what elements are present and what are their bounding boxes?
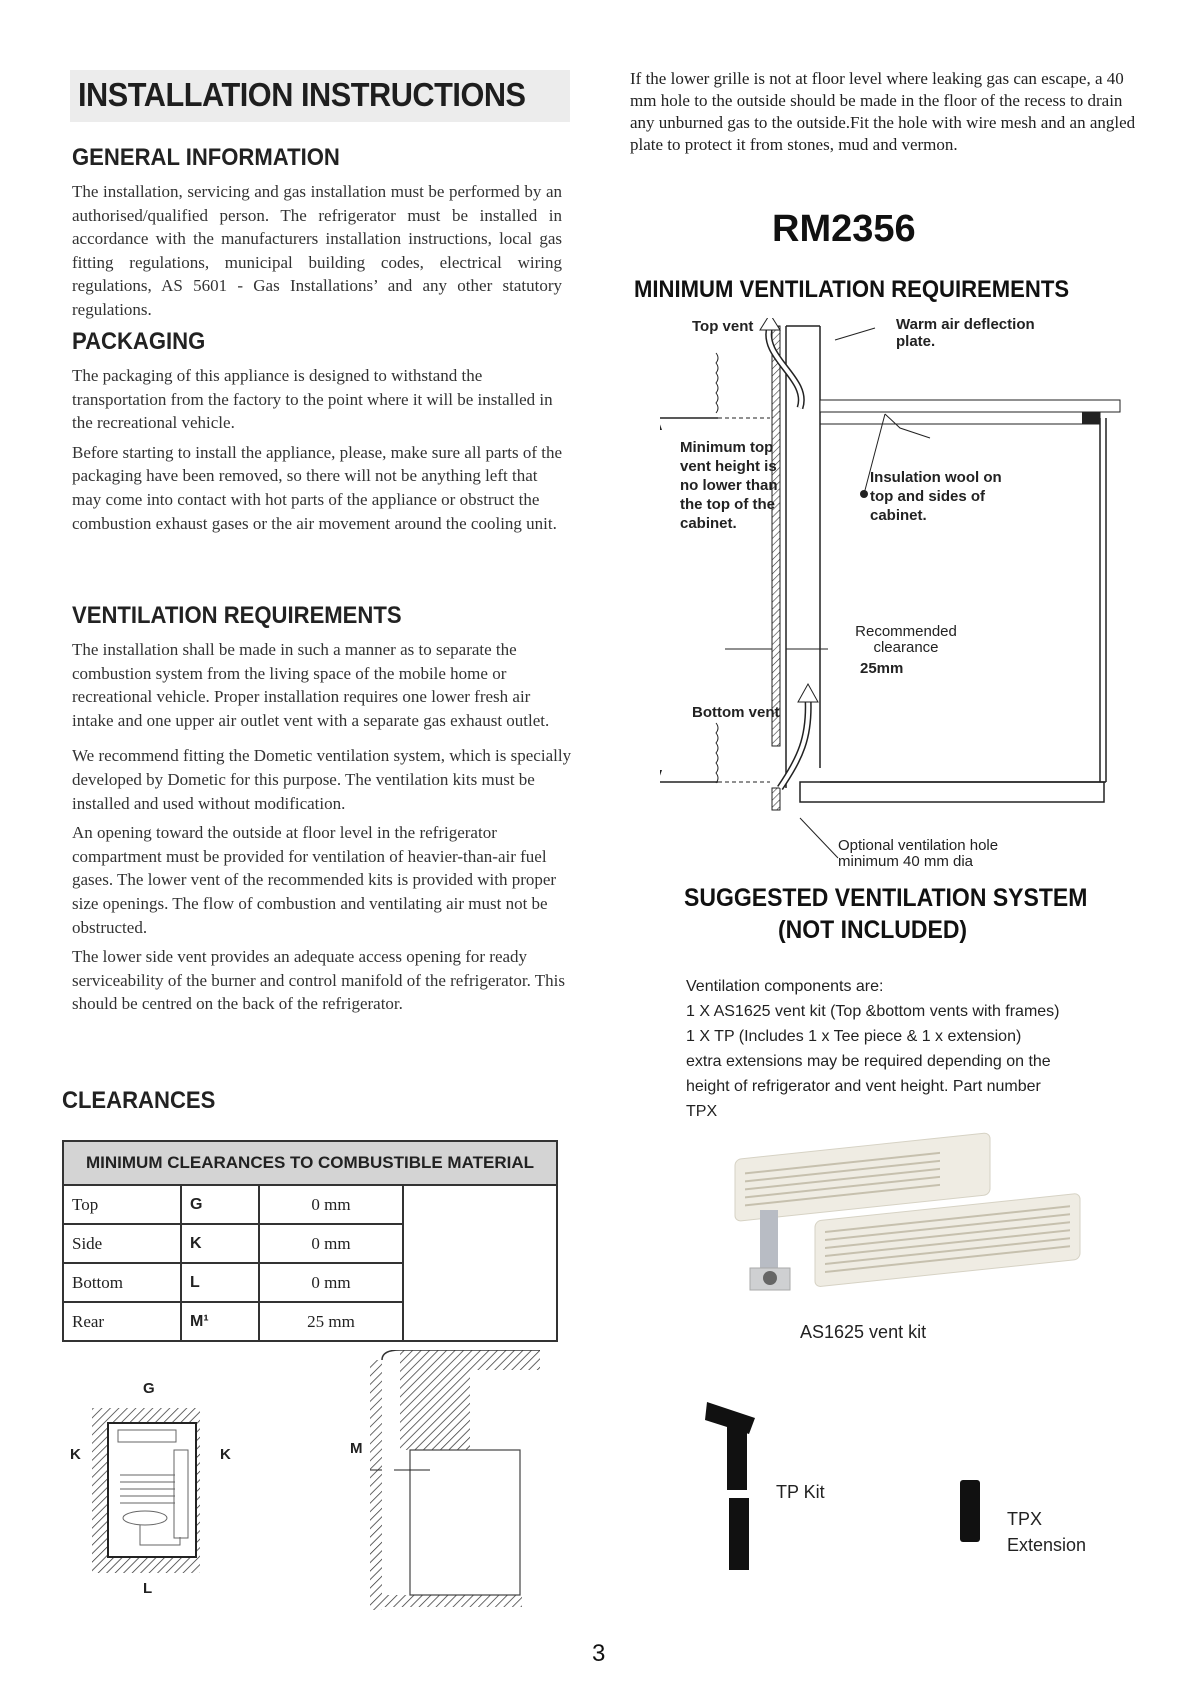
front-clearance-diagram	[70, 1380, 231, 1600]
ventilation-paragraph: An opening toward the outside at floor level in the refrigerator compartment must be provided for ventilation of heavier-than-air fuel gases. The lower vent of the recommended kits is provided with proper size openings. The flow of combustion and ventilating air must not be obstructed.	[72, 823, 557, 937]
optional-hole-label: Optional ventilation hole minimum 40 mm dia	[838, 837, 999, 870]
packaging-paragraph: Before starting to install the appliance, please, make sure all parts of the packaging have been removed, so there will not be anything left that may come into contact with hot parts of the appliance or obstruct the combustion exhaust gases or the air movement around the cooling unit.	[72, 442, 562, 533]
label-k-right: K	[220, 1446, 231, 1463]
tpx-extension-image	[958, 1480, 982, 1544]
as1625-vent-kit-image	[730, 1120, 1130, 1300]
ventilation-requirements-heading: VENTILATION REQUIREMENTS	[72, 602, 402, 629]
packaging-heading: PACKAGING	[72, 328, 206, 355]
table-row	[63, 1185, 557, 1224]
position-cell: Rear	[63, 1302, 181, 1341]
position-cell: Side	[63, 1224, 181, 1263]
component-line: TPX	[686, 1103, 718, 1120]
label-l: L	[143, 1580, 153, 1597]
position-cell: Top	[63, 1185, 181, 1224]
model-number: RM2356	[772, 208, 916, 250]
clearances-heading: CLEARANCES	[62, 1087, 216, 1114]
tpx-caption-line: TPX	[1007, 1509, 1043, 1529]
general-information-heading: GENERAL INFORMATION	[72, 144, 340, 171]
label-g: G	[143, 1380, 155, 1397]
value-cell: 0 mm	[259, 1224, 403, 1263]
min-ventilation-heading: MINIMUM VENTILATION REQUIREMENTS	[634, 276, 1070, 303]
suggested-system-heading: SUGGESTED VENTILATION SYSTEM	[684, 884, 1088, 912]
not-included-heading: (NOT INCLUDED)	[778, 916, 968, 944]
general-information-text: The installation, servicing and gas installation must be performed by an authorised/qualified person. The refrigerator must be installed in accordance with the manufacturers installation instructions, local gas fitting regulations, municipal building codes, electrical wiring regulations, AS 5601 - Gas Installations’ and any other statutory regulations.	[72, 182, 562, 319]
page-title: INSTALLATION INSTRUCTIONS	[78, 76, 526, 113]
ventilation-paragraph: The installation shall be made in such a manner as to separate the combustion system from the living space of the mobile home or recreational vehicle. Proper installation requires one lower fresh air intake and one upper air outlet vent with a separate gas exhaust outlet.	[72, 640, 550, 730]
recommended-clearance-label: Recommended clearance	[855, 623, 957, 656]
empty-cell	[403, 1185, 557, 1341]
value-cell: 0 mm	[259, 1263, 403, 1302]
ventilation-paragraph: The lower side vent provides an adequate access opening for ready serviceability of the burner and control manifold of the refrigerator. This should be centred on the back of the refrigerator.	[72, 947, 565, 1014]
position-cell: Bottom	[63, 1263, 181, 1302]
packaging-text	[72, 364, 567, 541]
components-list	[686, 974, 1060, 1124]
letter-cell: G	[181, 1185, 259, 1224]
value-cell: 0 mm	[259, 1185, 403, 1224]
label-m: M	[350, 1440, 363, 1457]
component-line: 1 X TP (Includes 1 x Tee piece & 1 x extension)	[686, 1028, 1022, 1045]
letter-cell: L	[181, 1263, 259, 1302]
label-k-left: K	[70, 1446, 81, 1463]
tp-kit-caption: TP Kit	[776, 1482, 825, 1502]
ventilation-paragraph: We recommend fitting the Dometic ventilation system, which is specially developed by Dometic for this purpose. The ventilation kits must be installed and used without modification.	[72, 746, 572, 813]
component-line: extra extensions may be required depending on the	[686, 1053, 1051, 1070]
ventilation-requirements-text	[72, 638, 572, 1022]
bottom-vent-label: Bottom vent	[692, 704, 780, 721]
packaging-paragraph: The packaging of this appliance is designed to withstand the transportation from the factory to the point where it will be installed in the recreational vehicle.	[72, 366, 553, 433]
lower-grille-text: If the lower grille is not at floor level where leaking gas can escape, a 40 mm hole to the outside should be made in the floor of the recess to drain any unburned gas to the outside.Fit the hole with wire mesh and an angled plate to protect it from stones, mud and vermon.	[630, 69, 1136, 154]
deflection-plate-label: Warm air deflection plate.	[896, 316, 1035, 350]
top-vent-label: Top vent	[692, 318, 754, 335]
side-clearance-diagram	[350, 1350, 550, 1620]
page-title-banner	[70, 70, 570, 122]
clearance-value: 25mm	[860, 660, 904, 677]
component-line: height of refrigerator and vent height. Part number	[686, 1078, 1041, 1095]
letter-cell: K	[181, 1224, 259, 1263]
clearances-table-title: MINIMUM CLEARANCES TO COMBUSTIBLE MATERIAL	[63, 1141, 557, 1185]
tp-kit-image	[705, 1390, 765, 1570]
tpx-caption	[1007, 1506, 1086, 1558]
page-number: 3	[592, 1640, 606, 1667]
ventilation-diagram	[660, 318, 1130, 878]
as1625-caption: AS1625 vent kit	[800, 1322, 927, 1342]
clearances-table	[62, 1140, 558, 1342]
minimum-height-label: Minimum top vent height is no lower than the top of the cabinet.	[680, 439, 778, 532]
insulation-label: Insulation wool on top and sides of cabinet.	[870, 469, 1002, 524]
value-cell: 25 mm	[259, 1302, 403, 1341]
components-intro: Ventilation components are:	[686, 978, 884, 995]
tpx-caption-line: Extension	[1007, 1535, 1087, 1555]
component-line: 1 X AS1625 vent kit (Top &bottom vents with frames)	[686, 1003, 1060, 1020]
letter-cell: M¹	[181, 1302, 259, 1341]
